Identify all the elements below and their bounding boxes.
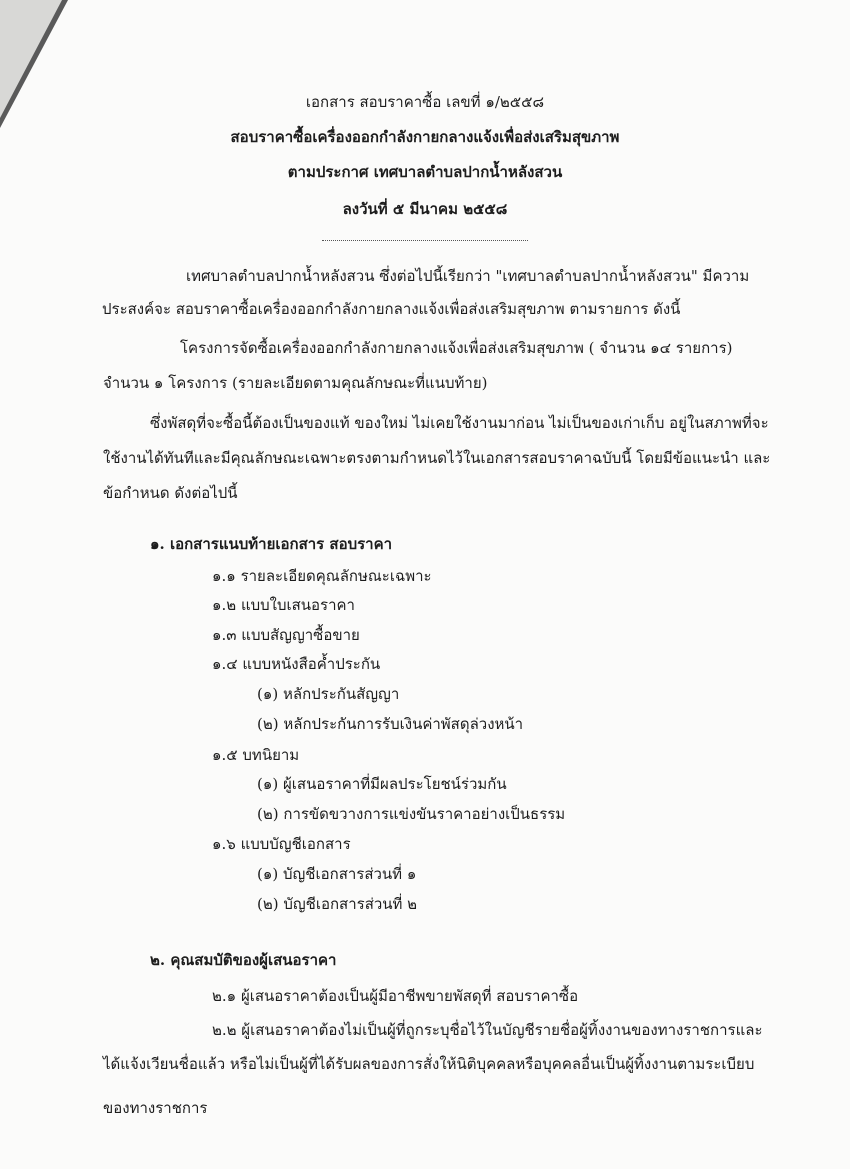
intro-p3-line2: ใช้งานได้ทันทีและมีคุณลักษณะเฉพาะตรงตามกำหนดไว้ในเอกสารสอบราคาฉบับนี้ โดยมีข้อแนะนำ และ <box>103 449 771 467</box>
doc-title: สอบราคาซื้อเครื่องออกกำลังกายกลางแจ้งเพื่อส่งเสริมสุขภาพ <box>230 128 620 146</box>
item-1-4-1: (๑) หลักประกันสัญญา <box>257 685 400 703</box>
section1-title: ๑. เอกสารแนบท้ายเอกสาร สอบราคา <box>150 535 393 553</box>
item-1-5-1: (๑) ผู้เสนอราคาที่มีผลประโยชน์ร่วมกัน <box>257 775 507 793</box>
item-2-2-line2: ได้แจ้งเวียนชื่อแล้ว หรือไม่เป็นผู้ที่ได้รับผลของการสั่งให้นิติบุคคลหรือบุคคลอื่นเป็นผู้ทิ้งงานตามระเบียบ <box>103 1055 755 1073</box>
item-1-6: ๑.๖ แบบบัญชีเอกสาร <box>212 835 351 853</box>
item-1-6-2: (๒) บัญชีเอกสารส่วนที่ ๒ <box>257 895 418 913</box>
intro-p3-line1: ซึ่งพัสดุที่จะซื้อนี้ต้องเป็นของแท้ ของใหม่ ไม่เคยใช้งานมาก่อน ไม่เป็นของเก่าเก็บ อยู่ในสภาพที่จะ <box>150 414 769 432</box>
intro-p1-line1: เทศบาลตำบลปากน้ำหลังสวน ซึ่งต่อไปนี้เรียกว่า "เทศบาลตำบลปากน้ำหลังสวน" มีความ <box>186 267 750 285</box>
item-2-2-line1: ๒.๒ ผู้เสนอราคาต้องไม่เป็นผู้ที่ถูกระบุชื่อไว้ในบัญชีรายชื่อผู้ทิ้งงานของทางราชการและ <box>212 1021 763 1039</box>
item-1-6-1: (๑) บัญชีเอกสารส่วนที่ ๑ <box>257 865 417 883</box>
item-1-4: ๑.๔ แบบหนังสือค้ำประกัน <box>212 655 381 673</box>
item-2-2-line3: ของทางราชการ <box>103 1099 208 1117</box>
intro-p2-line2: จำนวน ๑ โครงการ (รายละเอียดตามคุณลักษณะที่แนบท้าย) <box>103 374 488 392</box>
header-separator <box>322 240 528 241</box>
intro-p2-line1: โครงการจัดซื้อเครื่องออกกำลังกายกลางแจ้งเพื่อส่งเสริมสุขภาพ ( จำนวน ๑๔ รายการ) <box>180 339 733 357</box>
item-2-1: ๒.๑ ผู้เสนอราคาต้องเป็นผู้มีอาชีพขายพัสดุที่ สอบราคาซื้อ <box>212 987 579 1005</box>
doc-number: เอกสาร สอบราคาซื้อ เลขที่ ๑/๒๕๕๘ <box>305 93 545 111</box>
section2-title: ๒. คุณสมบัติของผู้เสนอราคา <box>150 951 337 969</box>
intro-p1-line2: ประสงค์จะ สอบราคาซื้อเครื่องออกกำลังกายกลางแจ้งเพื่อส่งเสริมสุขภาพ ตามรายการ ดังนี้ <box>102 300 681 318</box>
item-1-2: ๑.๒ แบบใบเสนอราคา <box>212 596 355 614</box>
announcement-ref: ตามประกาศ เทศบาลตำบลปากน้ำหลังสวน <box>287 163 563 181</box>
intro-p3-line3: ข้อกำหนด ดังต่อไปนี้ <box>103 484 238 502</box>
item-1-5-2: (๒) การขัดขวางการแข่งขันราคาอย่างเป็นธรรม <box>257 805 566 823</box>
doc-date: ลงวันที่ ๕ มีนาคม ๒๕๕๘ <box>342 200 508 218</box>
item-1-1: ๑.๑ รายละเอียดคุณลักษณะเฉพาะ <box>212 567 432 585</box>
item-1-4-2: (๒) หลักประกันการรับเงินค่าพัสดุล่วงหน้า <box>257 715 524 733</box>
item-1-5: ๑.๕ บทนิยาม <box>212 746 300 764</box>
item-1-3: ๑.๓ แบบสัญญาซื้อขาย <box>212 626 360 644</box>
